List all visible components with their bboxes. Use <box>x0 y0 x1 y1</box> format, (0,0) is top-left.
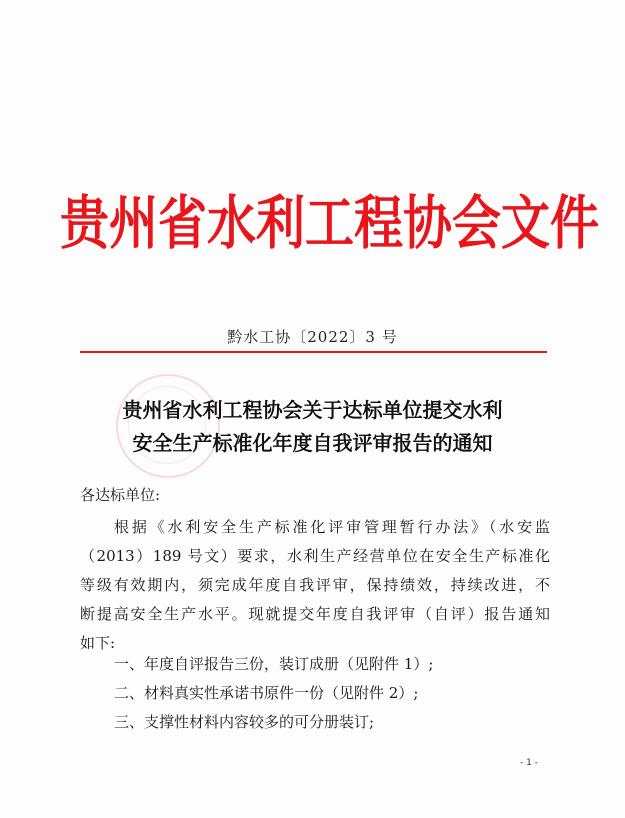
paragraph-line: （2013）189 号文）要求，水利生产经营单位在安全生产标准化 <box>80 547 550 565</box>
faint-seal-stamp <box>116 374 220 478</box>
paragraph-line: 等级有效期内，须完成年度自我评审，保持绩效，持续改进，不 <box>80 576 550 594</box>
notice-title-line-1: 贵州省水利工程协会关于达标单位提交水利 <box>122 398 503 422</box>
document-number: 黔水工协〔2022〕3 号 <box>227 328 398 346</box>
salutation: 各达标单位: <box>80 486 161 504</box>
page-number: - 1 - <box>520 758 538 768</box>
list-item: 三、支撑性材料内容较多的可分册装订; <box>114 713 375 731</box>
paragraph-line: 如下: <box>80 634 116 652</box>
list-item: 一、年度自评报告三份，装订成册（见附件 1）; <box>114 655 434 673</box>
paragraph-line: 根据《水利安全生产标准化评审管理暂行办法》（水安监 <box>114 518 550 536</box>
notice-title-line-2: 安全生产标准化年度自我评审报告的通知 <box>132 431 493 455</box>
list-item: 二、材料真实性承诺书原件一份（见附件 2）; <box>114 684 419 702</box>
red-divider-line <box>80 351 547 353</box>
document-masthead: 贵州省水利工程协会文件 <box>60 188 600 258</box>
paragraph-line: 断提高安全生产水平。现就提交年度自我评审（自评）报告通知 <box>80 605 550 623</box>
